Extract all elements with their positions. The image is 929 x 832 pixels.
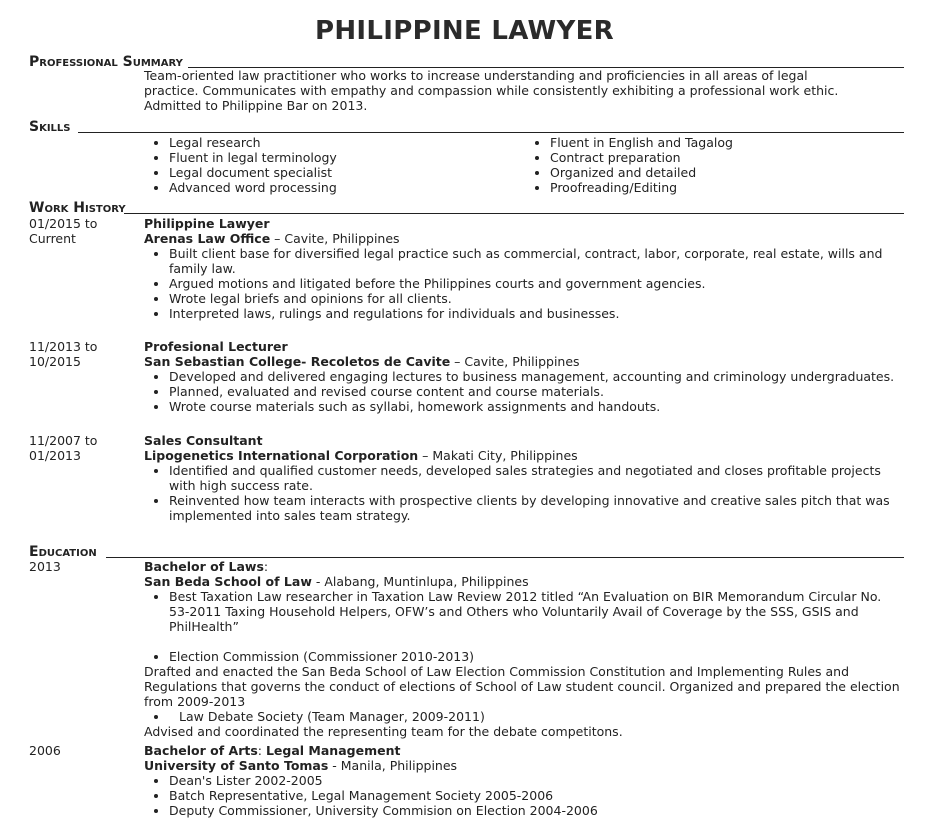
skill-item: • Fluent in legal terminology [169, 150, 514, 165]
work-heading-label: Work History [29, 200, 126, 216]
edu-school-line [144, 574, 904, 589]
skill-item: • Proofreading/Editing [550, 180, 895, 195]
edu-entry [144, 743, 904, 818]
skill-item: • Contract preparation [550, 150, 895, 165]
job-company-line [144, 448, 904, 463]
job-dates [29, 339, 97, 369]
job-entry [144, 339, 904, 414]
page-title: PHILIPPINE LAWYER [315, 16, 614, 46]
skill-item: • Fluent in English and Tagalog [550, 135, 895, 150]
edu-entry [144, 559, 904, 739]
skills-divider [78, 132, 904, 133]
edu-degree-sep: : [257, 743, 266, 758]
job-bullet: • Reinvented how team interacts with prospective clients by developing innovative and creative sales pitch that was implemented into sales team strategy. [169, 493, 904, 523]
job-company-line [144, 231, 904, 246]
job-location: – Cavite, Philippines [270, 231, 400, 246]
edu-degree: Bachelor of Arts [144, 743, 258, 758]
job-title: Sales Consultant [144, 433, 263, 448]
job-date-end: 01/2013 [29, 448, 81, 463]
skills-right-list [525, 135, 895, 195]
job-bullet: • Built client base for diversified legal practice such as commercial, contract, labor, corporate, real estate, wills and family law. [169, 246, 904, 276]
job-bullet: • Developed and delivered engaging lectures to business management, accounting and criminology undergraduates. [169, 369, 904, 384]
edu-school: University of Santo Tomas [144, 758, 329, 773]
edu-bullet: • Deputy Commissioner, University Commision on Election 2004-2006 [169, 803, 904, 818]
edu-major: Legal Management [265, 743, 401, 758]
job-company-line [144, 354, 904, 369]
edu-year: 2006 [29, 743, 61, 758]
job-entry [144, 433, 904, 523]
job-date-end: 10/2015 [29, 354, 81, 369]
job-dates [29, 216, 97, 246]
job-entry [144, 216, 904, 321]
job-date-end: Current [29, 231, 76, 246]
skill-item: • Advanced word processing [169, 180, 514, 195]
skill-item: • Legal document specialist [169, 165, 514, 180]
edu-year: 2013 [29, 559, 61, 574]
edu-degree: Bachelor of Laws [144, 559, 264, 574]
edu-bullet: • Law Debate Society (Team Manager, 2009-2011) [169, 709, 904, 724]
edu-paragraph: Drafted and enacted the San Beda School of Law Election Commission Constitution and Implementing Rules and Regulations that governs the conduct of elections of School of Law student council. Organized and prepared the election from 2009-2013 [144, 664, 900, 709]
edu-location: - Manila, Philippines [328, 758, 458, 773]
edu-school-line [144, 758, 904, 773]
summary-text: Team-oriented law practitioner who works to increase understanding and proficiencies in all areas of legal practice. Communicates with empathy and compassion while consistently exhibiting a professional work ethic. Admitted to Philippine Bar on 2013. [144, 68, 839, 113]
skill-item: • Legal research [169, 135, 514, 150]
edu-degree-line [144, 559, 904, 574]
edu-bullet: • Election Commission (Commissioner 2010-2013) [169, 649, 904, 664]
edu-location: - Alabang, Muntinlupa, Philippines [311, 574, 529, 589]
job-date-start: 11/2013 to [29, 339, 98, 354]
job-bullet: • Planned, evaluated and revised course content and course materials. [169, 384, 904, 399]
job-bullet: • Wrote course materials such as syllabi, homework assignments and handouts. [169, 399, 904, 414]
edu-bullet: • Best Taxation Law researcher in Taxation Law Review 2012 titled “An Evaluation on BIR Memorandum Circular No. 53-2011 Taxing Household Helpers, OFW’s and Others who Voluntarily Avail of Coverage by the SSS, GSIS and PhilHealth” [169, 589, 904, 634]
edu-spacer [144, 634, 904, 649]
job-dates [29, 433, 97, 463]
skills-heading-label: Skills [29, 119, 71, 135]
job-bullet: • Interpreted laws, rulings and regulations for individuals and businesses. [169, 306, 904, 321]
edu-bullet: • Batch Representative, Legal Management Society 2005-2006 [169, 788, 904, 803]
edu-paragraph: Advised and coordinated the representing team for the debate competitons. [144, 724, 623, 739]
job-bullet: • Wrote legal briefs and opinions for all clients. [169, 291, 904, 306]
education-divider [106, 557, 904, 558]
job-title: Profesional Lecturer [144, 339, 288, 354]
education-heading-label: Education [29, 544, 97, 560]
job-title: Philippine Lawyer [144, 216, 270, 231]
job-date-start: 01/2015 to [29, 216, 98, 231]
job-bullet: • Identified and qualified customer needs, developed sales strategies and negotiated and closes profitable projects with high success rate. [169, 463, 904, 493]
job-company: Arenas Law Office [144, 231, 271, 246]
work-divider [124, 213, 904, 214]
job-location: – Cavite, Philippines [450, 354, 580, 369]
summary-heading-label: Professional Summary [29, 54, 183, 70]
job-company: San Sebastian College- Recoletos de Cavite [144, 354, 451, 369]
skill-item: • Organized and detailed [550, 165, 895, 180]
job-company: Lipogenetics International Corporation [144, 448, 419, 463]
edu-school: San Beda School of Law [144, 574, 312, 589]
job-location: – Makati City, Philippines [418, 448, 578, 463]
edu-bullet: • Dean's Lister 2002-2005 [169, 773, 904, 788]
job-date-start: 11/2007 to [29, 433, 98, 448]
job-bullet: • Argued motions and litigated before the Philippines courts and government agencies. [169, 276, 904, 291]
edu-degree-line [144, 743, 904, 758]
edu-degree-suffix: : [263, 559, 269, 574]
skills-left-list [144, 135, 514, 195]
